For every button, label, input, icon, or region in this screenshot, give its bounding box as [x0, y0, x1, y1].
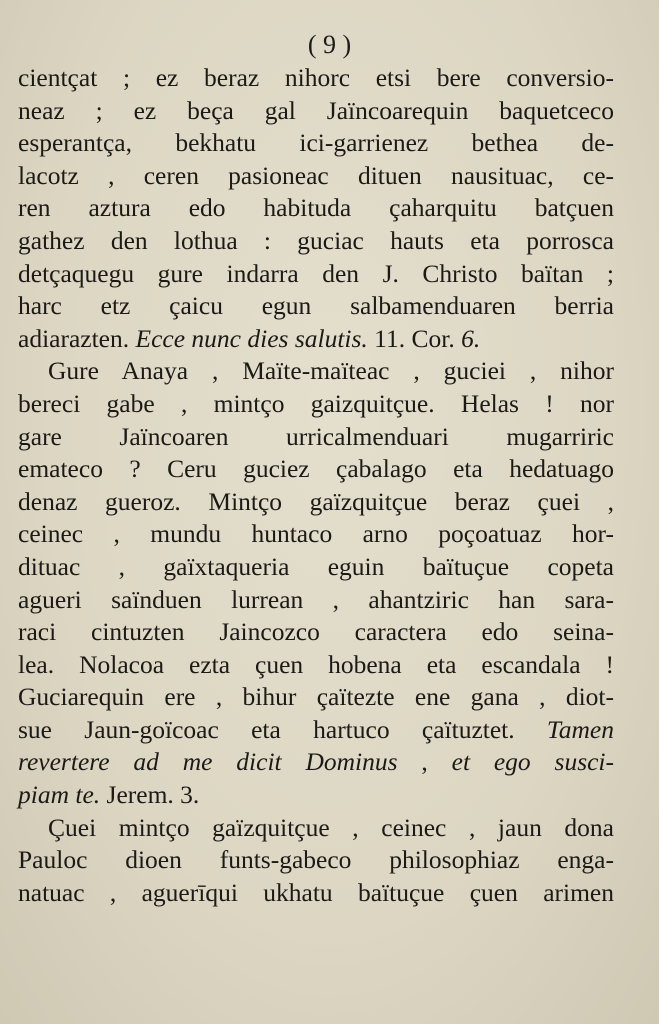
text-line: dituac , gaïxtaqueria eguin baïtuçue copeta	[18, 551, 614, 581]
text-line	[18, 323, 614, 356]
text-span: Jerem. 3.	[100, 780, 200, 810]
text-line: harc etz çaicu egun salbamenduaren berria	[18, 291, 614, 321]
text-line: emateco ? Ceru guciez çabalago eta hedatuago	[18, 454, 614, 484]
italic-span: revertere ad me dicit Dominus	[18, 747, 398, 777]
text-line	[18, 746, 614, 779]
text-line: natuac , aguerīqui ukhatu baïtuçue çuen arimen	[18, 877, 614, 907]
italic-span: Ecce nunc dies salutis.	[135, 323, 368, 353]
text-line: detçaquegu gure indarra den J. Christo baïtan ;	[18, 258, 614, 288]
text-line: ren aztura edo habituda çaharquitu batçuen	[18, 193, 614, 223]
text-line: Gure Anaya , Maïte-maïteac , guciei , nihor	[48, 356, 614, 386]
italic-span: 6.	[461, 323, 481, 353]
text-span: sue Jaun-goïcoac eta hartuco çaïtuztet.	[18, 714, 547, 744]
text-line: bereci gabe , mintço gaizquitçue. Helas ! nor	[18, 388, 614, 418]
text-line: Çuei mintço gaïzquitçue , ceinec , jaun dona	[48, 812, 614, 842]
text-line: gare Jaïncoaren urricalmenduari mugarriric	[18, 421, 614, 451]
italic-span: et ego susci-	[451, 747, 615, 777]
text-line: denaz gueroz. Mintço gaïzquitçue beraz çuei ,	[18, 486, 614, 516]
text-line: Pauloc dioen funts-gabeco philosophiaz enga-	[18, 845, 614, 875]
text-line: cientçat ; ez beraz nihorc etsi bere conversio-	[18, 63, 614, 92]
text-line	[18, 779, 614, 812]
text-span: adiarazten.	[18, 323, 136, 353]
text-line	[18, 714, 614, 747]
text-line: Guciarequin ere , bihur çaïtezte ene gana , diot-	[18, 682, 614, 712]
text-line: neaz ; ez beça gal Jaïncoarequin baquetceco	[18, 95, 614, 125]
body-text	[18, 62, 614, 909]
italic-span: piam te.	[18, 780, 101, 810]
page-number: ( 9 )	[307, 30, 352, 59]
text-line: agueri saïnduen lurrean , ahantziric han sara-	[18, 584, 614, 614]
text-line: lacotz , ceren pasioneac dituen nausituac, ce-	[18, 160, 614, 190]
text-span: ,	[397, 747, 452, 777]
text-line: ceinec , mundu huntaco arno poçoatuaz hor-	[18, 519, 614, 549]
italic-span: Tamen	[546, 714, 614, 744]
text-span: 11. Cor.	[367, 323, 462, 353]
text-line: raci cintuzten Jaincozco caractera edo seina-	[18, 617, 614, 647]
text-line: gathez den lothua : guciac hauts eta porrosca	[18, 225, 614, 255]
text-line: lea. Nolacoa ezta çuen hobena eta escandala !	[18, 649, 614, 679]
text-line: esperantça, bekhatu ici-garrienez bethea de-	[18, 128, 614, 158]
